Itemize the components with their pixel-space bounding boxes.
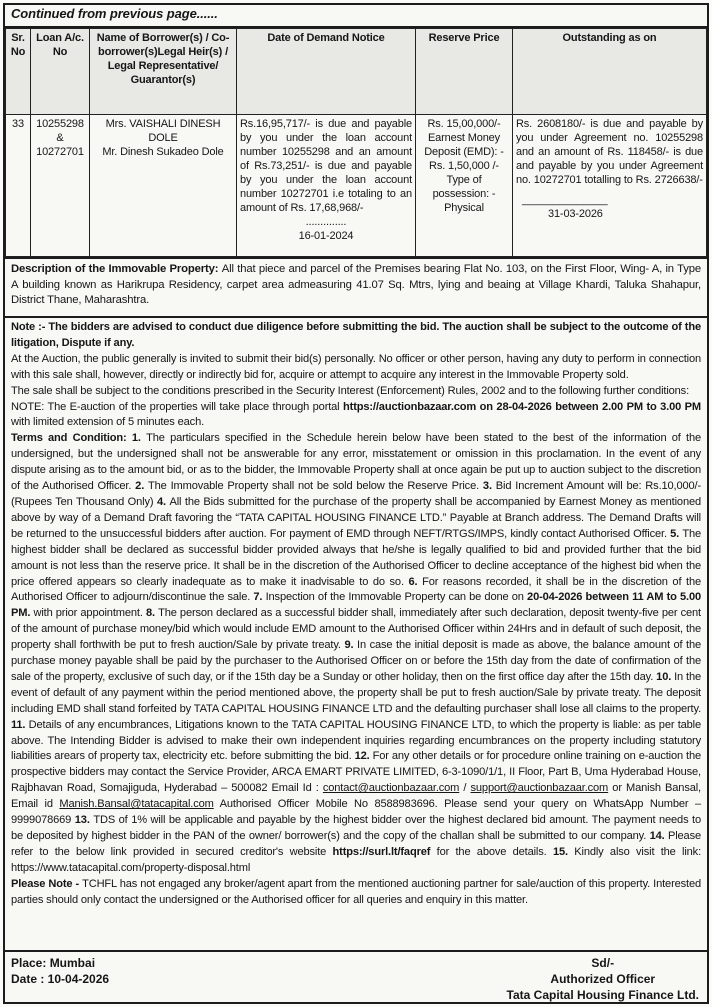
outstanding-separator: ______________ bbox=[522, 194, 608, 206]
demand-notice-text: Rs.16,95,717/- is due and payable by you under the loan account number 10255298 and an amount of Rs.73,251/- is due and payable by you under the loan account number 10272701 i.e totaling to an amount of Rs. 17,68,968/- bbox=[240, 118, 412, 214]
auction-table-section bbox=[5, 28, 707, 259]
eauction-portal-paragraph: NOTE: The E-auction of the properties will take place through portal https://auctionbazaar.com on 28-04-2026 between 2.00 PM to 3.00 PM with limited extension of 5 minutes each. bbox=[11, 400, 701, 429]
table-header-row bbox=[6, 29, 707, 115]
emd-amount: Rs. 1,50,000 /- bbox=[429, 160, 499, 172]
cell-sr-no: 33 bbox=[6, 115, 31, 257]
borrower-name: Mrs. VAISHALI DINESH DOLE bbox=[105, 118, 221, 144]
reserve-price-amount: Rs. 15,00,000/- bbox=[427, 118, 501, 130]
auction-bidding-paragraph: At the Auction, the public generally is invited to submit their bid(s) personally. No officer or other person, having any duty to perform in connection with this sale shall, however, directly or indirectly bid for, acquire or attempt to acquire any interest in the Immovable Property sold. bbox=[11, 352, 701, 381]
sd-label: Sd/- bbox=[591, 956, 615, 970]
property-description: Description of the Immovable Property: All that piece and parcel of the Premises bearing Flat No. 103, on the First Floor, Wing- A, in Type A building known as Harikrupa Residency, carpet area admeasuring 41.07 Sq. Mtrs, lying and beaing at Village Khardi, Taluka Shahapur, District Thane, Maharashtra. bbox=[5, 259, 707, 318]
col-header-outstanding: Outstanding as on bbox=[513, 29, 707, 115]
possession-type: Physical bbox=[444, 202, 484, 214]
demand-notice-dots: .............. bbox=[305, 216, 347, 228]
footer bbox=[5, 952, 707, 1002]
outstanding-text: Rs. 2608180/- is due and payable by you under Agreement no. 10255298 and an amount of Rs. 118458/- is due and payable by you under Agreement no. 10272701 totalling to Rs. 2726638/- bbox=[516, 118, 703, 186]
loan-number-2: 10272701 bbox=[36, 146, 84, 158]
col-header-reserve-price: Reserve Price bbox=[416, 29, 513, 115]
cell-demand-notice bbox=[237, 115, 416, 257]
table-row bbox=[6, 115, 707, 257]
col-header-demand-notice: Date of Demand Notice bbox=[237, 29, 416, 115]
possession-label-1: Type of bbox=[446, 174, 482, 186]
emd-label-2: Deposit (EMD): - bbox=[424, 146, 504, 158]
place-date-block bbox=[11, 955, 109, 998]
date-label: Date : 10-04-2026 bbox=[11, 972, 110, 986]
cell-loan-account bbox=[31, 115, 90, 257]
authorized-officer-label: Authorized Officer bbox=[550, 972, 656, 986]
terms-and-conditions-paragraph: Terms and Condition: 1. The particulars specified in the Schedule herein below have been stated to the best of the information of the undersigned, but the undersigned shall not be answerable for any error, misstatement or omission in this proclamation. In the event of any dispute arising as to the amount bid, or as to the bidder, the Immovable Property shall at once again be put up to auction subject to the discretion of the Authorised Officer. 2. The Immovable Property shall not be sold below the Reserve Price. 3. Bid Increment Amount will be: Rs.10,000/- (Rupees Ten Thousand Only) 4. All the Bids submitted for the purchase of the property shall be accompanied by Earnest Money as mentioned above by way of a Demand Draft favoring the “TATA CAPITAL HOUSING FINANCE LTD.” Payable at Branch address. The Demand Drafts will be returned to the unsuccessful bidders after auction. For payment of EMD through NEFT/RTGS/IMPS, kindly contact Authorised Officer. 5. The highest bidder shall be declared as successful bidder provided always that he/she is legally qualified to bid and provided further that the bid amount is not less than the reserve price. It shall be in the discretion of the Authorised Officer to decline acceptance of the highest bid when the price offered appears so clearly inadequate as to make it inadvisable to do so. 6. For reasons recorded, it shall be in the discretion of the Authorised Officer to adjourn/discontinue the sale. 7. Inspection of the Immovable Property can be done on 20-04-2026 between 11 AM to 5.00 PM. with prior appointment. 8. The person declared as a successful bidder shall, immediately after such declaration, deposit twenty-five per cent of the amount of purchase money/bid which would include EMD amount to the Authorised Officer within 24Hrs and in default of such deposit, the property shall forthwith be put to fresh auction/Sale by private treaty. 9. In case the initial deposit is made as above, the balance amount of the purchase money payable shall be paid by the purchaser to the Authorised Officer on or before the 15th day from the date of confirmation of the sale of the property, exclusive of such day, or if the 15th day be a Sunday or other holiday, then on the first office day after the 15th day. 10. In the event of default of any payment within the period mentioned above, the property shall be put to fresh auction/Sale by private treaty. The deposit including EMD shall stand forfeited by TATA CAPITAL HOUSING FINANCE LTD and the defaulting purchaser shall lose all claims to the property. 11. Details of any encumbrances, Litigations known to the TATA CAPITAL HOUSING FINANCE LTD, to which the property is liable: as per table above. The Intending Bidder is advised to make their own independent inquiries regarding encumbrances on the property including statutory liabilities arears of property tax, electricity etc. before submitting the bid. 12. For any other details or for procedure online training on e-auction the prospective bidders may contact the Service Provider, ARCA EMART PRIVATE LIMITED, 6-3-1090/1/1, II Floor, Part B, Uma Hyderabad House, Rajbhavan Road, Somajiguda, Hyderabad – 500082 Email Id : contact@auctionbazaar.com / support@auctionbazaar.com or Manish Bansal, Email id Manish.Bansal@tatacapital.com Authorised Officer Mobile No 8588983696. Please send your query on WhatsApp Number – 9999078669 13. TDS of 1% will be applicable and payable by the highest bidder over the highest declared bid amount. The payment needs to be deposited by highest bidder in the PAN of the owner/ borrower(s) and the copy of the challan shall be submitted to our company. 14. Please refer to the below link provided in secured creditor's website https://surl.lt/faqref for the above details. 15. Kindly also visit the link: https://www.tatacapital.com/property-disposal.html bbox=[11, 432, 702, 874]
notice-body bbox=[5, 318, 707, 952]
emd-label-1: Earnest Money bbox=[427, 132, 501, 144]
col-header-loan-account: Loan A/c. No bbox=[31, 29, 90, 115]
col-header-borrower-name: Name of Borrower(s) / Co-borrower(s)Legal Heir(s) / Legal Representative/ Guarantor(s) bbox=[90, 29, 237, 115]
cell-borrower-name bbox=[90, 115, 237, 257]
please-note-paragraph: Please Note - TCHFL has not engaged any broker/agent apart from the mentioned auctioning partner for sale/auction of this property. Interested parties should only contact the undersigned or the Authorised officer for all queries and enquiry in this matter. bbox=[11, 877, 701, 906]
auction-table bbox=[5, 28, 707, 257]
loan-ampersand: & bbox=[56, 132, 64, 144]
co-borrower-name: Mr. Dinesh Sukadeo Dole bbox=[102, 146, 224, 158]
company-name-label: Tata Capital Housing Finance Ltd. bbox=[506, 988, 699, 1002]
notice-sheet bbox=[3, 3, 709, 1004]
possession-label-2: possession: - bbox=[432, 188, 496, 200]
note-paragraph: Note :- The bidders are advised to conduct due diligence before submitting the bid. The auction shall be subject to the outcome of the litigation, Dispute if any. bbox=[11, 321, 701, 349]
signature-block bbox=[506, 955, 699, 1002]
sale-conditions-paragraph: The sale shall be subject to the conditions prescribed in the Security Interest (Enforcement) Rules, 2002 and to the following further conditions: bbox=[11, 384, 690, 397]
outstanding-date: 31-03-2026 bbox=[548, 208, 603, 220]
demand-notice-date: 16-01-2024 bbox=[298, 230, 354, 242]
loan-number-1: 10255298 bbox=[36, 118, 84, 130]
place-label: Place: Mumbai bbox=[11, 956, 96, 970]
col-header-sr-no: Sr. No bbox=[6, 29, 31, 115]
continued-header: Continued from previous page...... bbox=[5, 5, 707, 28]
cell-outstanding bbox=[513, 115, 707, 257]
cell-reserve-price bbox=[416, 115, 513, 257]
